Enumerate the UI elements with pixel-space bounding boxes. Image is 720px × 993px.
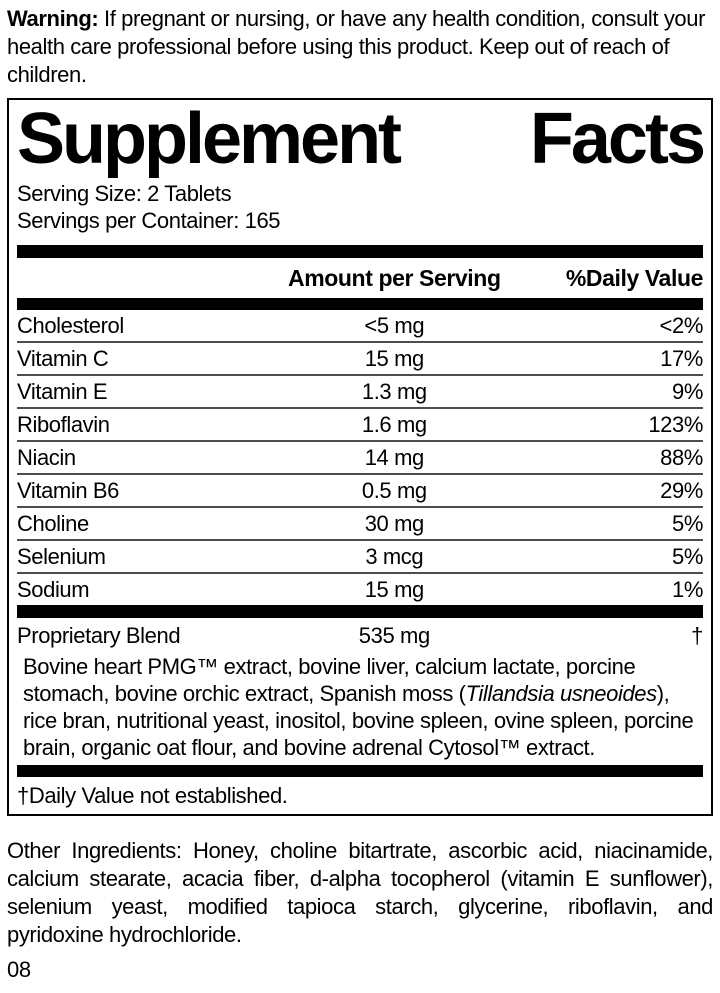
nutrient-amount: 30 mg [364,510,424,536]
warning-text: If pregnant or nursing, or have any health condition, consult your health care professional before using this product. Keep out of reach of children. [7,6,706,87]
nutrient-daily-value: 1% [671,576,703,602]
nutrient-name: Niacin [17,444,76,470]
proprietary-blend-name: Proprietary Blend [17,622,181,648]
divider-bar-blend [17,605,703,618]
nutrient-name: Vitamin B6 [17,477,119,503]
table-row [17,572,703,605]
nutrient-table [17,310,703,605]
table-row [17,440,703,473]
nutrient-name: Cholesterol [17,312,124,338]
nutrient-name: Riboflavin [17,411,110,437]
table-row [17,407,703,440]
proprietary-blend-description [17,653,703,761]
nutrient-amount: 14 mg [364,444,424,470]
serving-info [17,180,703,234]
nutrient-daily-value: 29% [660,477,703,503]
nutrient-daily-value: 123% [648,411,703,437]
nutrient-amount: 15 mg [364,345,424,371]
divider-bar-footnote [17,765,703,777]
divider-bar-header [17,298,703,310]
nutrient-name: Choline [17,510,89,536]
table-row [17,539,703,572]
supplement-facts-panel [7,98,713,816]
panel-title [17,99,703,179]
other-ingredients-paragraph [0,816,720,949]
table-row [17,506,703,539]
nutrient-name: Vitamin E [17,378,108,404]
proprietary-blend-dagger: † [691,622,703,648]
other-ingredients-label: Other Ingredients: [7,838,182,863]
blend-description-species: Tillandsia usneoides [465,681,657,706]
table-header-row [17,258,703,298]
other-ingredients-text: Honey, choline bitartrate, ascorbic acid, niacinamide, calcium stearate, acacia fiber, d-alpha tocopherol (vitamin E sunflower), selenium yeast, modified tapioca starch, glycerine, riboflavin, and pyridoxine hydrochloride. [7,838,713,947]
table-row [17,374,703,407]
nutrient-name: Sodium [17,576,90,602]
warning-label: Warning: [7,6,99,31]
panel-title-word1: Supplement [17,99,400,179]
blend-description-part2: ), rice bran, nutritional yeast, inositol, bovine spleen, ovine spleen, porcine brain, organic oat flour, and bovine adrenal Cytosol™ extract. [23,681,694,760]
nutrient-name: Vitamin C [17,345,109,371]
nutrient-daily-value: 5% [671,543,703,569]
serving-size: Serving Size: 2 Tablets [17,181,232,206]
nutrient-name: Selenium [17,543,106,569]
warning-paragraph [0,0,720,89]
column-header-amount: Amount per Serving [287,265,501,291]
column-header-daily-value: %Daily Value [565,265,703,291]
table-row [17,341,703,374]
daily-value-footnote: †Daily Value not established. [17,783,288,808]
nutrient-amount: 15 mg [364,576,424,602]
table-row [17,310,703,341]
nutrient-amount: <5 mg [364,312,425,338]
divider-bar-top [17,245,703,258]
blend-description-part1: Bovine heart PMG™ extract, bovine liver, calcium lactate, porcine stomach, bovine orchic extract, Spanish moss ( [23,654,636,706]
nutrient-amount: 0.5 mg [361,477,427,503]
nutrient-daily-value: 5% [671,510,703,536]
page-code: 08 [7,957,31,982]
nutrient-daily-value: 17% [660,345,703,371]
panel-title-word2: Facts [529,99,703,179]
nutrient-daily-value: 9% [671,378,703,404]
servings-per-container: Servings per Container: 165 [17,208,281,233]
nutrient-amount: 1.6 mg [361,411,427,437]
nutrient-daily-value: 88% [660,444,703,470]
proprietary-blend-amount: 535 mg [358,622,430,648]
nutrient-amount: 3 mcg [365,543,424,569]
proprietary-blend-row [17,618,703,653]
table-row [17,473,703,506]
nutrient-daily-value: <2% [659,312,703,338]
nutrient-amount: 1.3 mg [361,378,427,404]
